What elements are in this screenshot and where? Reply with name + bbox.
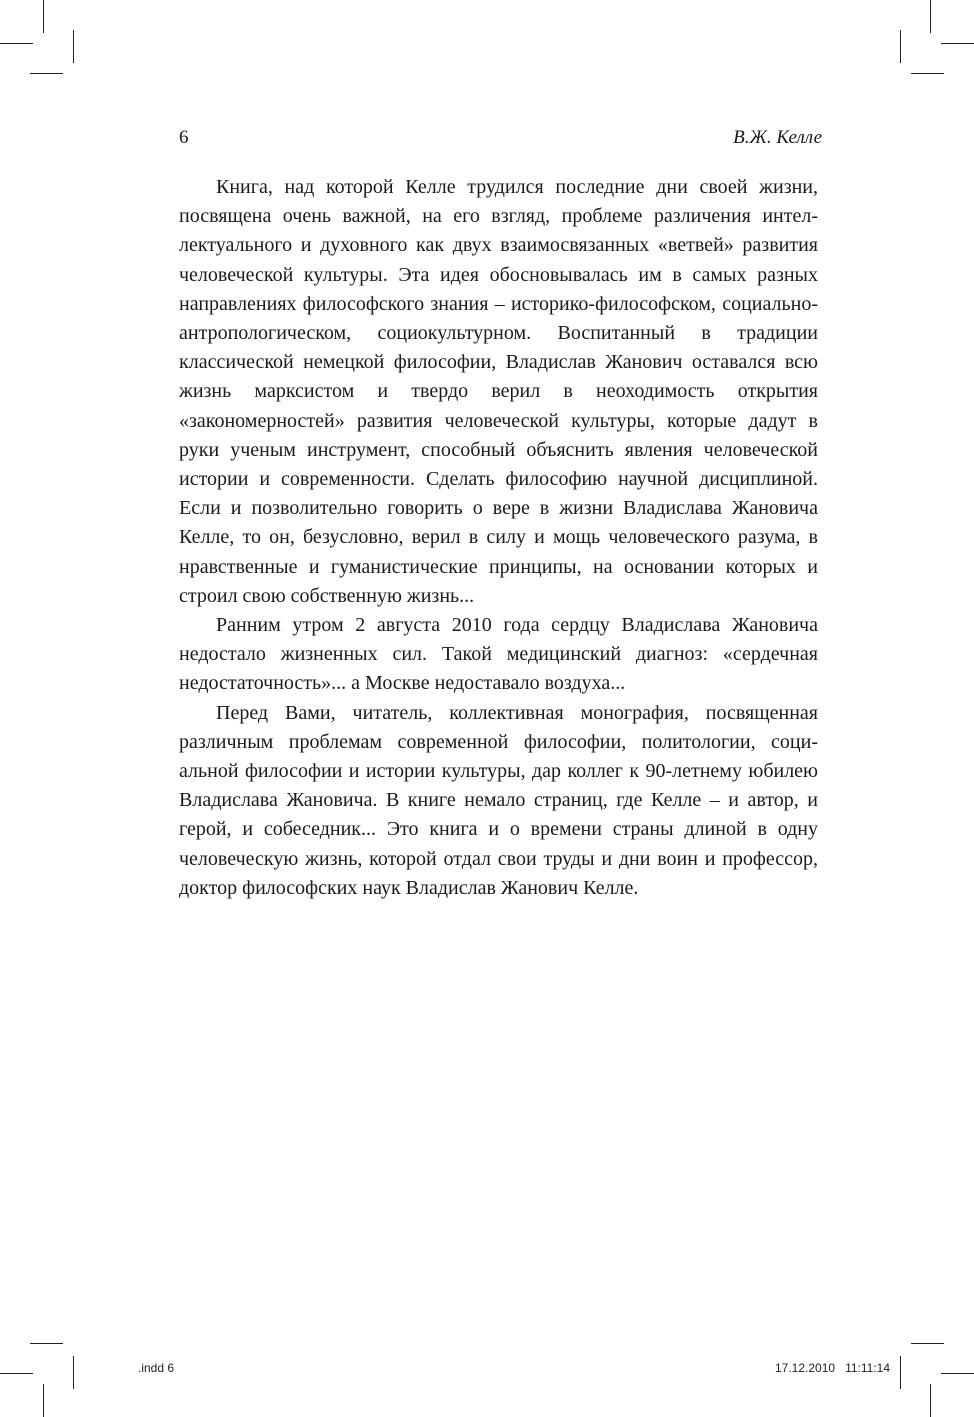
crop-mark-top-right-vertical-inner [900, 30, 901, 63]
crop-mark-bottom-left-horizontal [30, 1343, 63, 1344]
paragraph-3: Перед Вами, читатель, коллективная монография, посвященная различным проблемам современной философии, политологии, социальной философии и истории культуры, дар коллег к 90-летнему юбилею Владислава Жановича. В книге немало страниц, где Келле – и автор, и герой, и собеседник... Это книга и о времени страны длиной в одну человеческую жизнь, которой отдал свои труды и дни воин и профессор, доктор философских наук Владислав Жанович Келле. [179, 701, 818, 899]
crop-mark-bottom-left-horizontal-outer [0, 1373, 33, 1374]
crop-mark-top-left-vertical-inner [73, 30, 74, 63]
crop-mark-top-left-vertical [43, 0, 44, 33]
running-head-author: В.Ж. Келле [733, 127, 822, 148]
crop-mark-bottom-right-horizontal-outer [941, 1373, 974, 1374]
crop-mark-bottom-left-vertical-outer [43, 1384, 44, 1417]
crop-mark-bottom-left-vertical [73, 1356, 74, 1389]
page-number: 6 [179, 127, 189, 148]
paragraph-2: Ранним утром 2 августа 2010 года сердцу Владислава Жановича недостало жизненных сил. Такой медицинский диагноз: «сердечная недостаточность»... а Москве недоставало воздуха... [179, 614, 818, 695]
body-text [179, 173, 818, 903]
crop-mark-bottom-right-vertical-outer [930, 1384, 931, 1417]
crop-mark-top-right-horizontal [941, 43, 974, 44]
crop-mark-bottom-right-horizontal [911, 1343, 944, 1344]
slug-timestamp [775, 1361, 890, 1375]
crop-mark-bottom-right-vertical [900, 1356, 901, 1389]
slug-time: 11:11:14 [845, 1361, 890, 1375]
slug-date: 17.12.2010 [775, 1361, 836, 1375]
crop-mark-top-right-vertical [930, 0, 931, 33]
crop-mark-top-left-horizontal-inner [30, 73, 63, 74]
crop-mark-top-right-horizontal-inner [911, 73, 944, 74]
slug-filename: .indd 6 [138, 1361, 175, 1375]
paragraph-1: Книга, над которой Келле трудился последние дни своей жизни, посвящена очень важной, на его взгляд, проблеме различения интеллектуального и духовного как двух взаимосвязанных «ветвей» развития человеческой культуры. Эта идея обосновывалась им в самых разных направлениях философского знания – историко-философском, социально-антропологическом, социокультурном. Воспитанный в традиции классической немецкой философии, Владислав Жанович оставался всю жизнь марксистом и твердо верил в неоходимость открытия «закономерностей» развития человеческой культуры, которые дадут в руки ученым инструмент, способный объяснить явления человеческой истории и современности. Сделать философию научной дисциплиной. Если и позволительно говорить о вере в жизни Владислава Жановича Келле, то он, безусловно, верил в силу и мощь человеческого разума, в нравственные и гуманистические принципы, на основании которых и строил свою собственную жизнь... [179, 176, 818, 607]
crop-mark-top-left-horizontal [0, 43, 33, 44]
